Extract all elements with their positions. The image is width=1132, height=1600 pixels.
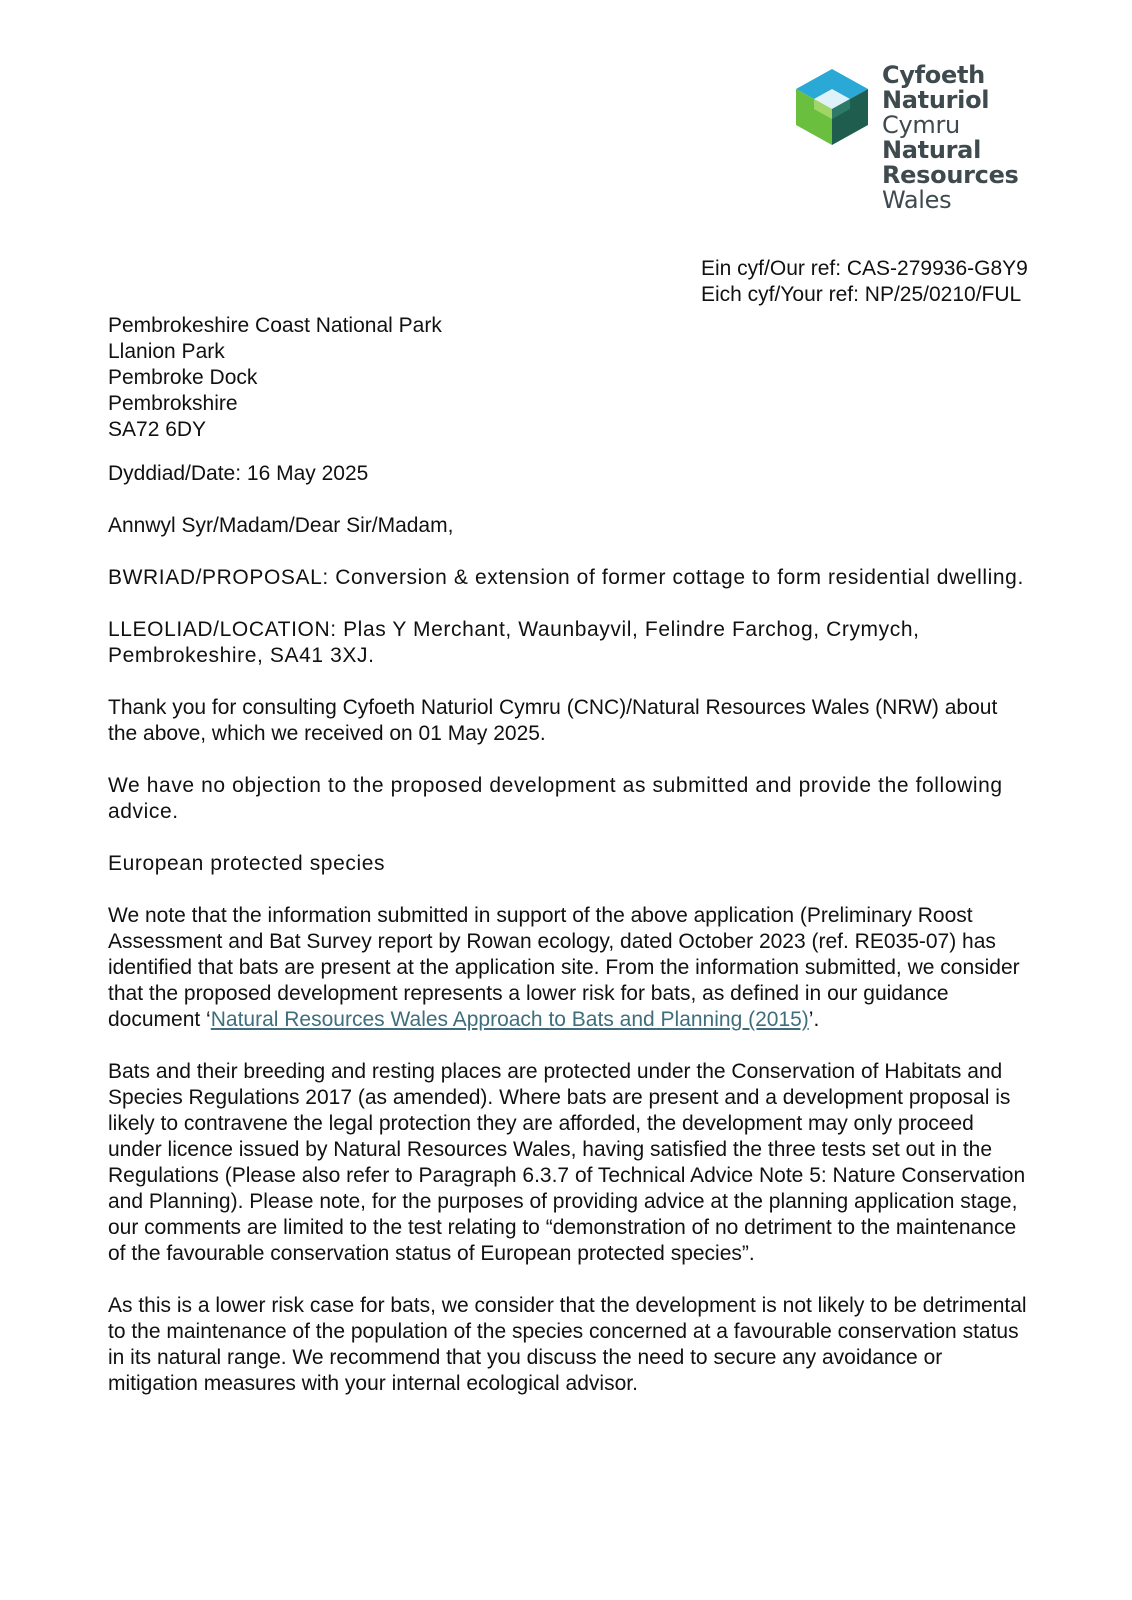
logo-wordmark	[882, 63, 1019, 213]
logo-line-cymru: Cymru	[882, 111, 960, 139]
logo-line-naturiol: Naturiol	[882, 86, 990, 114]
no-objection-paragraph: We have no objection to the proposed development as submitted and provide the following advice.	[108, 774, 1003, 823]
lower-risk-paragraph: As this is a lower risk case for bats, we consider that the development is not likely to be detrimental to the maintenance of the population of the species concerned at a favourable conservation status in its natural range. We recommend that you discuss the need to secure any avoidance or mitigation measures with your internal ecological advisor.	[108, 1294, 1027, 1395]
protection-paragraph: Bats and their breeding and resting places are protected under the Conservation of Habitats and Species Regulations 2017 (as amended). Where bats are present and a development proposal is likely to contravene the legal protection they are afforded, the development may only proceed under licence issued by Natural Resources Wales, having satisfied the three tests set out in the Regulations (Please also refer to Paragraph 6.3.7 of Technical Advice Note 5: Nature Conservation and Planning). Please note, for the purposes of providing advice at the planning application stage, our comments are limited to the test relating to “demonstration of no detriment to the maintenance of the favourable conservation status of European protected species”.	[108, 1060, 1026, 1265]
nrw-logo	[792, 63, 1032, 223]
reference-block	[701, 256, 1028, 308]
location-line: LLEOLIAD/LOCATION: Plas Y Merchant, Waunbayvil, Felindre Farchog, Crymych, Pembrokeshire, SA41 3XJ.	[108, 618, 920, 667]
address-line: Pembroke Dock	[108, 366, 258, 389]
survey-note-paragraph	[108, 903, 1028, 1033]
address-line: Pembrokshire	[108, 392, 238, 415]
address-line: SA72 6DY	[108, 418, 207, 441]
hexagon-logo-icon	[792, 67, 872, 147]
guidance-document-link[interactable]: Natural Resources Wales Approach to Bats and Planning (2015)	[210, 1008, 809, 1031]
letter-body	[108, 313, 1028, 1397]
recipient-address	[108, 313, 1028, 443]
letter-date: Dyddiad/Date: 16 May 2025	[108, 462, 369, 485]
address-line: Llanion Park	[108, 340, 225, 363]
section-heading: European protected species	[108, 852, 386, 875]
logo-line-resources: Resources	[882, 161, 1019, 189]
logo-line-cyfoeth: Cyfoeth	[882, 61, 985, 89]
your-reference: Eich cyf/Your ref: NP/25/0210/FUL	[701, 283, 1022, 306]
survey-note-text: We note that the information submitted in support of the above application (Preliminary Roost Assessment and Bat Survey report by Rowan ecology, dated October 2023 (ref. RE035-07) has identified that bats are present at the application site. From the information submitted, we consider that the proposed development represents a lower risk for bats, as defined in our guidance document ‘	[108, 904, 1020, 1031]
survey-note-end: ’.	[808, 1008, 820, 1031]
salutation: Annwyl Syr/Madam/Dear Sir/Madam,	[108, 514, 454, 537]
logo-line-natural: Natural	[882, 136, 981, 164]
our-reference: Ein cyf/Our ref: CAS-279936-G8Y9	[701, 257, 1028, 280]
intro-paragraph: Thank you for consulting Cyfoeth Naturiol Cymru (CNC)/Natural Resources Wales (NRW) about the above, which we received on 01 May 2025.	[108, 696, 998, 745]
logo-line-wales: Wales	[882, 186, 952, 214]
proposal-line: BWRIAD/PROPOSAL: Conversion & extension of former cottage to form residential dwelling.	[108, 566, 1024, 589]
address-line: Pembrokeshire Coast National Park	[108, 314, 442, 337]
